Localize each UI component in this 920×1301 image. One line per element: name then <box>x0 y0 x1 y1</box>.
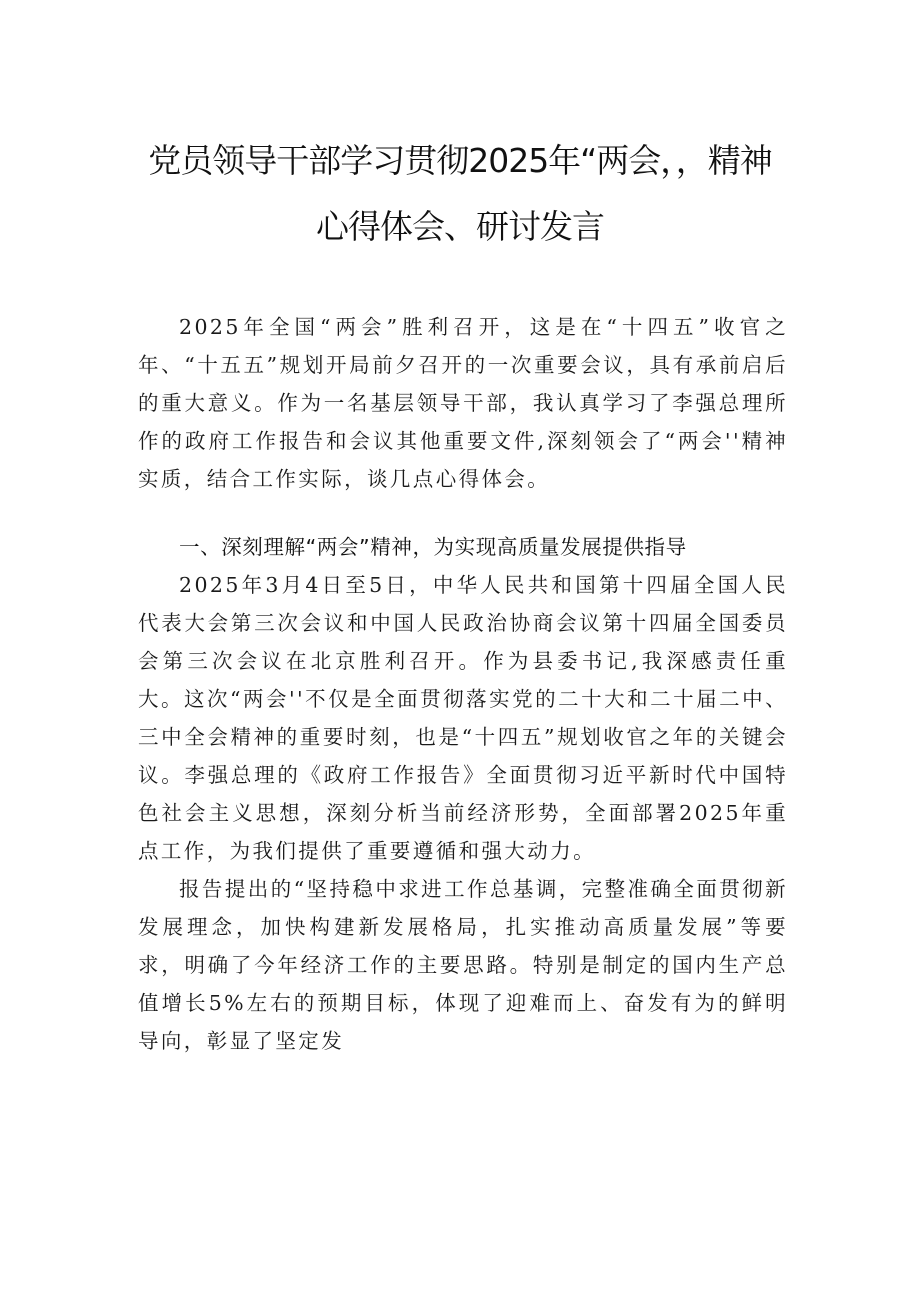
intro-block <box>138 308 788 498</box>
section1-block <box>138 528 788 1060</box>
intro-paragraph: 2025年全国“两会”胜利召开，这是在“十四五”收官之年、“十五五”规划开局前夕召开的一次重要会议，具有承前启后的重大意义。作为一名基层领导干部，我认真学习了李强总理所作的政府工作报告和会议其他重要文件,深刻领会了“两会''精神实质，结合工作实际，谈几点心得体会。 <box>138 315 788 491</box>
title-line-1: 党员领导干部学习贯彻2025年“两会，，精神 <box>148 141 772 180</box>
title-line-2: 心得体会、研讨发言 <box>316 207 604 246</box>
section1-paragraph-1: 2025年3月4日至5日，中华人民共和国第十四届全国人民代表大会第三次会议和中国人民政治协商会议第十四届全国委员会第三次会议在北京胜利召开。作为县委书记,我深感责任重大。这次“两会''不仅是全面贯彻落实党的二十大和二十届二中、三中全会精神的重要时刻，也是“十四五”规划收官之年的关键会议。李强总理的《政府工作报告》全面贯彻习近平新时代中国特色社会主义思想，深刻分析当前经济形势，全面部署2025年重点工作，为我们提供了重要遵循和强大动力。 <box>138 573 788 863</box>
section-heading: 一、深刻理解“两会”精神，为实现高质量发展提供指导 <box>179 535 687 559</box>
document-title <box>90 128 830 260</box>
section1-paragraph-2: 报告提出的“坚持稳中求进工作总基调，完整准确全面贯彻新发展理念，加快构建新发展格局，扎实推动高质量发展”等要求，明确了今年经济工作的主要思路。特别是制定的国内生产总值增长5%左右的预期目标，体现了迎难而上、奋发有为的鲜明导向，彰显了坚定发 <box>138 877 788 1053</box>
